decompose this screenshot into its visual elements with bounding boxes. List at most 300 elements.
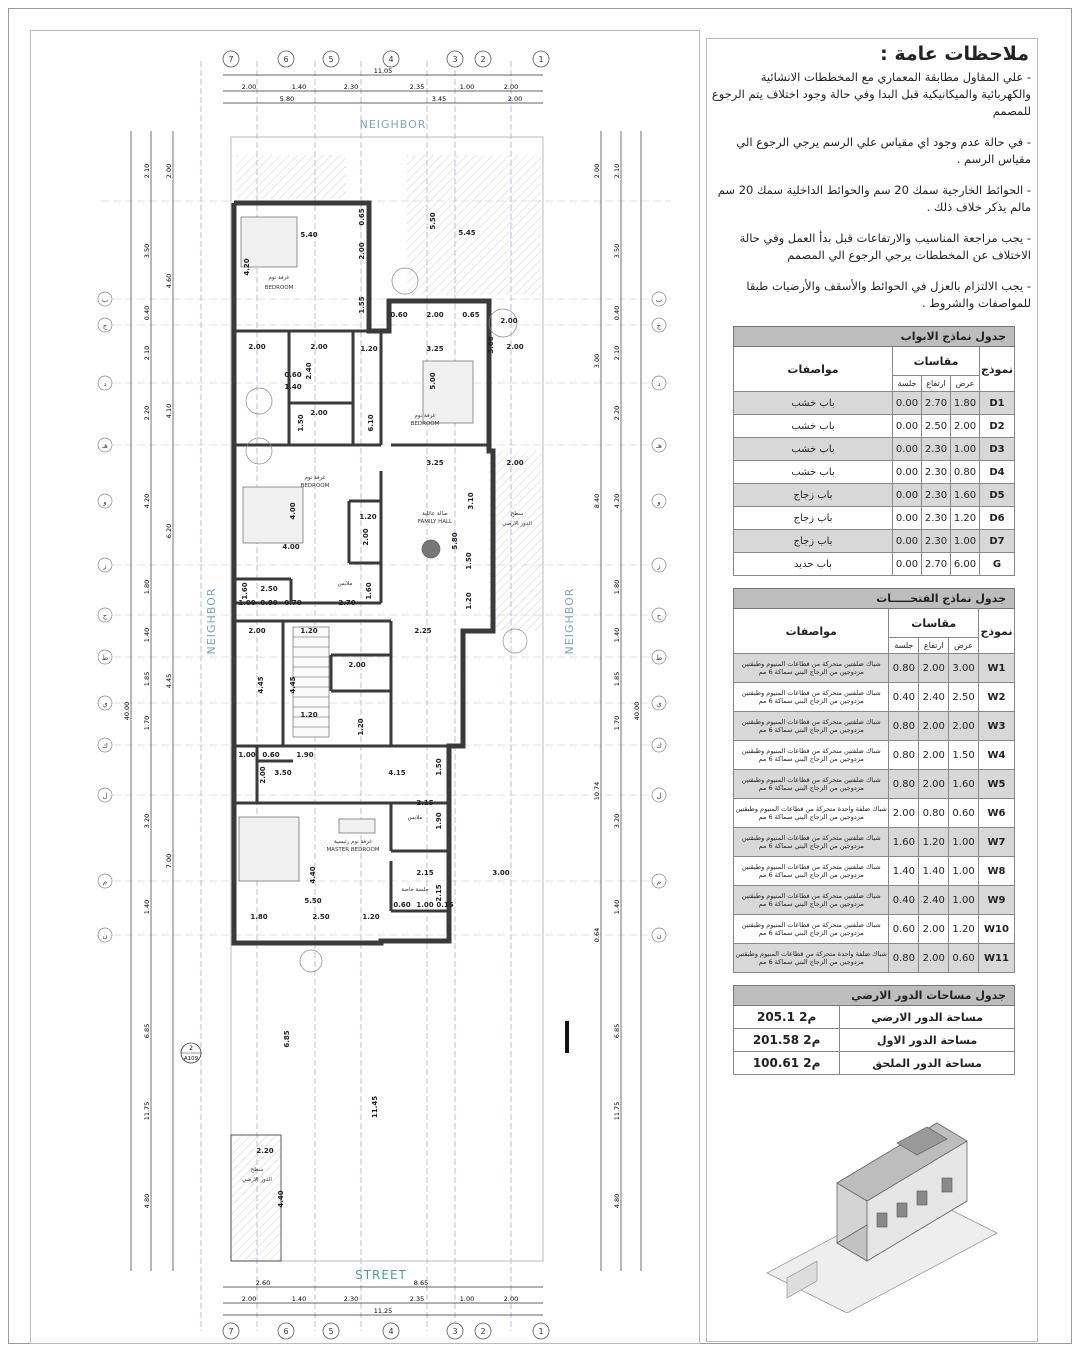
right-dimension: 1.85 (613, 671, 621, 687)
door-height-cell: 2.50 (922, 415, 951, 438)
door-model-cell: D4 (980, 461, 1015, 484)
top-dimension: 2.00 (241, 83, 257, 91)
table-row (734, 438, 1015, 461)
street-label: STREET (355, 1268, 407, 1282)
left-inner-dimension: 4.45 (165, 673, 173, 689)
left-dimension: 4.20 (143, 493, 151, 509)
door-width-cell: 1.00 (951, 530, 980, 553)
room-dimension: 4.40 (309, 866, 317, 884)
windows-header-height: ارتفاع (919, 638, 949, 654)
top-dimension: 1.40 (291, 83, 307, 91)
room-dimension: 1.20 (300, 627, 318, 635)
bedroom-1-label-ar: غرفة نوم (268, 275, 290, 281)
right-dimension: 3.20 (613, 813, 621, 829)
doors-header-dims: مقاسات (893, 347, 980, 376)
area-value-cell: 205.1 م2 (734, 1006, 840, 1029)
right-dimension: 6.85 (613, 1023, 621, 1039)
areas-table (733, 985, 1015, 1075)
door-spec-cell: باب خشب (734, 461, 893, 484)
left-dimension: 1.80 (143, 579, 151, 595)
room-dimension: 6.85 (283, 1030, 291, 1048)
window-model-cell: W5 (978, 770, 1014, 799)
room-dimension: 6.10 (367, 414, 375, 432)
grid-bubble-label: 5 (328, 55, 334, 64)
windows-table-title: جدول نماذج الفتحـــــات (734, 589, 1015, 609)
floor-plan (31, 31, 699, 1343)
top-dimension: 2.30 (343, 83, 359, 91)
top-dimension-row2: 2.00 (507, 95, 523, 103)
bottom-dimensions (242, 1279, 518, 1315)
left-dimension: 6.85 (143, 1023, 151, 1039)
left-dimension: 3.20 (143, 813, 151, 829)
right-inner-dimension: 0.64 (593, 927, 601, 943)
room-dimension: 2.15 (416, 869, 434, 877)
grid-bubble-label: 6 (283, 55, 289, 64)
yard-top-right (407, 155, 541, 295)
bottom-dimension: 2.00 (503, 1295, 519, 1303)
grid-bubble-label: 7 (228, 55, 234, 64)
table-row (734, 741, 1015, 770)
door-height-cell: 2.30 (922, 530, 951, 553)
grid-bubbles-bottom (223, 1323, 549, 1339)
room-dimension: 4.20 (243, 258, 251, 276)
doors-header-specs: مواصفات (734, 347, 893, 392)
area-label-cell: مساحة الدور الاول (840, 1029, 1015, 1052)
right-dimension: 1.40 (613, 627, 621, 643)
doors-header-width: عرض (951, 376, 980, 392)
door-width-cell: 1.20 (951, 507, 980, 530)
roof-label-2: الدور الارضي (502, 521, 532, 527)
notes-title: ملاحظات عامة : (880, 43, 1029, 65)
room-dimension: 0.60 (284, 371, 302, 379)
window-model-cell: W11 (978, 944, 1014, 973)
door-height-cell: 2.30 (922, 507, 951, 530)
yard-top-left (236, 155, 346, 199)
table-row (734, 461, 1015, 484)
window-model-cell: W7 (978, 828, 1014, 857)
right-dimension: 1.40 (613, 899, 621, 915)
top-dimension: 2.00 (503, 83, 519, 91)
doors-table-body (734, 392, 1015, 576)
door-width-cell: 1.80 (951, 392, 980, 415)
window-model-cell: W1 (978, 654, 1014, 683)
window-height-cell: 2.40 (919, 886, 949, 915)
window-width-cell: 1.00 (949, 886, 979, 915)
room-dimension: 2.70 (338, 599, 356, 607)
window-model-cell: W8 (978, 857, 1014, 886)
room-dimension: 3.25 (426, 345, 444, 353)
grid-row-label: ن (656, 932, 662, 940)
room-dimension: 3.00 (492, 869, 510, 877)
door-sill-cell: 0.00 (893, 461, 922, 484)
room-dimension: 1.90 (296, 751, 314, 759)
room-dimension: 2.20 (256, 1147, 274, 1155)
window-height-cell: 2.00 (919, 654, 949, 683)
table-row (734, 415, 1015, 438)
right-dimension: 1.70 (613, 715, 621, 731)
room-dimension: 0.65 (462, 311, 480, 319)
room-dimension: 2.15 (416, 799, 434, 807)
grid-bubbles-top (223, 51, 549, 67)
room-dimension: 4.00 (289, 502, 297, 520)
right-dimension: 4.20 (613, 493, 621, 509)
room-dimension: 3.00 (487, 336, 495, 354)
window-width-cell: 0.60 (949, 799, 979, 828)
room-dimension: 1.50 (297, 414, 305, 432)
right-inner-dimension: 2.00 (593, 163, 601, 179)
grid-bubble-label: 3 (452, 55, 458, 64)
table-row (734, 507, 1015, 530)
room-dimension: 5.80 (451, 532, 459, 550)
door-spec-cell: باب حديد (734, 553, 893, 576)
table-row (734, 915, 1015, 944)
right-inner-dimension: 40.00 (633, 701, 641, 721)
door-sill-cell: 0.00 (893, 438, 922, 461)
bottom-extra-dimension: 8.65 (413, 1279, 429, 1287)
room-dimension: 1.20 (359, 513, 377, 521)
window-sill-cell: 0.80 (889, 944, 919, 973)
window-sill-cell: 1.40 (889, 857, 919, 886)
left-dimension: 1.40 (143, 627, 151, 643)
window-height-cell: 0.80 (919, 799, 949, 828)
right-inner-dimension: 3.00 (593, 353, 601, 369)
right-dimension: 4.80 (613, 1193, 621, 1209)
grid-row-label: ج (656, 322, 662, 330)
grid-row-label: ي (656, 700, 662, 708)
notes-panel (706, 38, 1038, 1342)
window-model-cell: W4 (978, 741, 1014, 770)
grid-row-label: ب (655, 296, 663, 304)
windows-table-body (734, 654, 1015, 973)
grid-bubble-label: 4 (388, 1327, 394, 1336)
left-inner-dimension: 7.00 (165, 853, 173, 869)
right-inner-dimension: 8.40 (593, 493, 601, 509)
window-spec-cell: شباك ضلفتين متحركة من قطاعات المنيوم وطبقتين مزدوجين من الزجاج البني سماكة 6 مم (734, 828, 889, 857)
door-width-cell: 6.00 (951, 553, 980, 576)
grid-row-label: ز (657, 562, 661, 570)
room-dimension: 4.00 (282, 543, 300, 551)
top-dimension: 1.00 (459, 83, 475, 91)
right-dimension: 2.20 (613, 405, 621, 421)
grid-row-label: م (102, 878, 108, 886)
window-spec-cell: شباك ضلفة واحدة متحركة من قطاعات المنيوم وطبقتين مزدوجين من الزجاج البني سماكة 6 مم (734, 944, 889, 973)
window-sill-cell: 0.40 (889, 683, 919, 712)
table-row (734, 944, 1015, 973)
room-dimension: 1.40 (284, 383, 302, 391)
doors-header-model: نموذج (980, 347, 1015, 392)
room-dimension: 1.90 (435, 812, 443, 830)
bottom-extra-dimension: 2.60 (255, 1279, 271, 1287)
room-dimension: 2.00 (348, 661, 366, 669)
window-spec-cell: شباك ضلفتين متحركة من قطاعات المنيوم وطبقتين مزدوجين من الزجاج البني سماكة 6 مم (734, 683, 889, 712)
grid-row-label: و (657, 498, 661, 506)
window-height-cell: 2.40 (919, 683, 949, 712)
room-dimension: 5.40 (300, 231, 318, 239)
left-dimension: 1.85 (143, 671, 151, 687)
room-dimension: 1.20 (360, 345, 378, 353)
room-dimension: 2.00 (506, 343, 524, 351)
roof-label-1: سطح (510, 511, 524, 517)
door-width-cell: 1.60 (951, 484, 980, 507)
right-inner-dimension: 10.74 (593, 781, 601, 801)
area-label-cell: مساحة الدور الارضي (840, 1006, 1015, 1029)
left-dimension: 3.50 (143, 243, 151, 259)
room-dimension: 1.60 (241, 582, 249, 600)
master-bedroom-label-en: MASTER BEDROOM (326, 847, 380, 853)
window-spec-cell: شباك ضلفة واحدة متحركة من قطاعات المنيوم وطبقتين مزدوجين من الزجاج البني سماكة 6 مم (734, 799, 889, 828)
left-dimension: 2.20 (143, 405, 151, 421)
room-dimension: 3.50 (274, 769, 292, 777)
neighbor-top-label: NEIGHBOR (359, 118, 427, 131)
table-row (734, 770, 1015, 799)
closet-label: ملابس (337, 581, 353, 587)
right-dimensions (593, 164, 641, 1208)
door-width-cell: 0.80 (951, 461, 980, 484)
door-sill-cell: 0.00 (893, 484, 922, 507)
grid-bubble-label: 2 (480, 55, 486, 64)
grid-row-label: هـ (102, 442, 108, 450)
areas-table-body (734, 1006, 1015, 1075)
door-height-cell: 2.70 (922, 392, 951, 415)
floor-plan-frame (30, 30, 700, 1344)
right-dimension: 0.40 (613, 305, 621, 321)
room-dimension: 2.50 (260, 585, 278, 593)
window-spec-cell: شباك ضلفتين متحركة من قطاعات المنيوم وطبقتين مزدوجين من الزجاج البني سماكة 6 مم (734, 770, 889, 799)
bed-master (239, 817, 299, 881)
windows-header-model: نموذج (978, 609, 1014, 654)
window-spec-cell: شباك ضلفتين متحركة من قطاعات المنيوم وطبقتين مزدوجين من الزجاج البني سماكة 6 مم (734, 654, 889, 683)
grid-row-label: ج (102, 322, 108, 330)
doors-header-sill: جلسة (893, 376, 922, 392)
family-hall-table (422, 540, 440, 558)
left-inner-dimension: 2.00 (165, 163, 173, 179)
room-dimension: 2.40 (305, 362, 313, 380)
grid-row-label: ي (102, 700, 108, 708)
room-dimension: 1.50 (435, 758, 443, 776)
window-width-cell: 3.00 (949, 654, 979, 683)
grid-row-label: ك (656, 742, 662, 750)
table-row (734, 654, 1015, 683)
window-height-cell: 1.40 (919, 857, 949, 886)
area-label-cell: مساحة الدور الملحق (840, 1052, 1015, 1075)
room-dimension: 3.25 (426, 459, 444, 467)
window-width-cell: 1.50 (949, 741, 979, 770)
table-row (734, 857, 1015, 886)
table-row (734, 886, 1015, 915)
door-height-cell: 2.30 (922, 438, 951, 461)
windows-header-sill: جلسة (889, 638, 919, 654)
door-height-cell: 2.70 (922, 553, 951, 576)
window-width-cell: 1.20 (949, 915, 979, 944)
right-dimension: 1.80 (613, 579, 621, 595)
window-height-cell: 2.00 (919, 741, 949, 770)
right-dimension: 2.10 (613, 163, 621, 179)
door-model-cell: D1 (980, 392, 1015, 415)
window-model-cell: W6 (978, 799, 1014, 828)
window-spec-cell: شباك ضلفتين متحركة من قطاعات المنيوم وطبقتين مزدوجين من الزجاج البني سماكة 6 مم (734, 741, 889, 770)
sitting-label: جلسة خاصة (401, 887, 429, 893)
door-spec-cell: باب خشب (734, 438, 893, 461)
left-inner-dimension: 6.20 (165, 523, 173, 539)
room-dimension: 2.25 (414, 627, 432, 635)
grid-row-label: و (103, 498, 107, 506)
window-spec-cell: شباك ضلفتين متحركة من قطاعات المنيوم وطبقتين مزدوجين من الزجاج البني سماكة 6 مم (734, 857, 889, 886)
door-model-cell: D6 (980, 507, 1015, 530)
room-dimension: 4.45 (289, 676, 297, 694)
window-model-cell: W10 (978, 915, 1014, 944)
areas-table-title: جدول مساحات الدور الارضي (734, 986, 1015, 1006)
room-dimension: 0.70 (284, 599, 302, 607)
room-dimension: 2.15 (435, 884, 443, 902)
room-dimension: 5.50 (429, 212, 437, 230)
grid-row-label: هـ (656, 442, 662, 450)
grid-bubble-label: 3 (452, 1327, 458, 1336)
bathroom-fixture (339, 819, 375, 833)
roof-lower-label-2: الدور الارضي (242, 1177, 272, 1183)
room-dimension: 1.00 (238, 599, 256, 607)
top-dimension-row2: 3.45 (431, 95, 447, 103)
window-sill-cell: 2.00 (889, 799, 919, 828)
master-bedroom-label-ar: غرفة نوم رئيسية (333, 839, 373, 845)
door-model-cell: D3 (980, 438, 1015, 461)
tree-icon (503, 629, 527, 653)
top-dimension: 2.35 (409, 83, 425, 91)
bottom-total-dimension: 11.25 (373, 1307, 393, 1315)
room-dimension: 0.60 (390, 311, 408, 319)
table-row (734, 530, 1015, 553)
table-row (734, 1052, 1015, 1075)
room-dimension: 5.00 (429, 372, 437, 390)
room-dimension: 2.00 (248, 343, 266, 351)
window-spec-cell: شباك ضلفتين متحركة من قطاعات المنيوم وطبقتين مزدوجين من الزجاج البني سماكة 6 مم (734, 886, 889, 915)
section-ref-sheet: A109 (183, 1056, 199, 1062)
grid-bubble-label: 5 (328, 1327, 334, 1336)
bottom-dimension: 2.00 (241, 1295, 257, 1303)
tree-icon (246, 438, 272, 464)
room-dimension: 2.00 (362, 528, 370, 546)
door-sill-cell: 0.00 (893, 553, 922, 576)
top-dimensions (242, 67, 522, 103)
window-sill-cell: 0.80 (889, 654, 919, 683)
door-model-cell: D7 (980, 530, 1015, 553)
grid-row-label: ل (102, 792, 108, 800)
window-height-cell: 2.00 (919, 915, 949, 944)
grid-row-label: ح (102, 612, 108, 620)
grid-bubble-label: 6 (283, 1327, 289, 1336)
door-sill-cell: 0.00 (893, 415, 922, 438)
family-hall-label-ar: صالة عائلية (422, 511, 448, 517)
left-dimension: 2.10 (143, 163, 151, 179)
right-dimension: 2.10 (613, 345, 621, 361)
room-dimension: 1.55 (358, 296, 366, 314)
tree-icon (246, 388, 272, 414)
room-dimension: 2.00 (310, 409, 328, 417)
window-width-cell: 0.60 (949, 944, 979, 973)
tree-icon (300, 950, 322, 972)
left-dimension: 1.70 (143, 715, 151, 731)
room-dimension: 0.80 (260, 599, 278, 607)
grid-bubble-label: 1 (538, 1327, 544, 1336)
grid-row-label: ك (102, 742, 108, 750)
bottom-dimension: 1.40 (291, 1295, 307, 1303)
doors-header-height: ارتفاع (922, 376, 951, 392)
door-width-cell: 2.00 (951, 415, 980, 438)
left-dimension: 2.10 (143, 345, 151, 361)
window-width-cell: 1.00 (949, 828, 979, 857)
room-dimension: 2.00 (310, 343, 328, 351)
grid-row-label: ح (656, 612, 662, 620)
door-spec-cell: باب زجاج (734, 507, 893, 530)
window-sill-cell: 0.80 (889, 770, 919, 799)
room-dimension: 2.00 (248, 627, 266, 635)
bedroom-2-label-en: BEDROOM (410, 421, 440, 427)
bedroom-2-label-ar: غرفة نوم (414, 413, 436, 419)
window-spec-cell: شباك ضلفتين متحركة من قطاعات المنيوم وطبقتين مزدوجين من الزجاج البني سماكة 6 مم (734, 712, 889, 741)
room-dimension: 11.45 (371, 1095, 379, 1119)
left-dimension: 1.40 (143, 899, 151, 915)
right-dimension: 3.50 (613, 243, 621, 259)
bottom-dimension: 1.00 (459, 1295, 475, 1303)
window-sill-cell: 0.80 (889, 741, 919, 770)
left-dimension: 11.75 (143, 1101, 151, 1121)
grid-row-label: ز (103, 562, 107, 570)
door-model-cell: G (980, 553, 1015, 576)
door-width-cell: 1.00 (951, 438, 980, 461)
family-hall-label-en: FAMILY HALL (417, 519, 453, 525)
table-row (734, 392, 1015, 415)
closet-2-label: ملابس (407, 815, 423, 821)
table-row (734, 484, 1015, 507)
window-model-cell: W9 (978, 886, 1014, 915)
room-dimension: 1.60 (365, 582, 373, 600)
room-dimension: 2.00 (506, 459, 524, 467)
room-dimension: 4.40 (277, 1190, 285, 1208)
room-dimension: 2.00 (500, 317, 518, 325)
room-dimension: 1.20 (465, 592, 473, 610)
room-dimension: 0.65 (358, 208, 366, 226)
left-inner-dimension: 40.00 (123, 701, 131, 721)
window-height-cell: 2.00 (919, 944, 949, 973)
room-dimension: 3.10 (467, 492, 475, 510)
room-dimension: 0.60 (262, 751, 280, 759)
doors-table-title: جدول نماذج الابواب (734, 327, 1015, 347)
room-dimension: 4.45 (257, 676, 265, 694)
windows-header-dims: مقاسات (889, 609, 979, 638)
door-spec-cell: باب زجاج (734, 530, 893, 553)
window-height-cell: 1.20 (919, 828, 949, 857)
windows-header-specs: مواصفات (734, 609, 889, 654)
note-item: - في حالة عدم وجود اي مقياس علي الرسم يرجي الرجوع الي مقياس الرسم . (736, 135, 1031, 166)
top-dimension-row2: 5.80 (279, 95, 295, 103)
room-dimension: 4.15 (388, 769, 406, 777)
grid-bubbles-right (652, 292, 666, 942)
table-row (734, 1029, 1015, 1052)
room-dimension: 1.20 (362, 913, 380, 921)
left-inner-dimension: 4.60 (165, 273, 173, 289)
table-row (734, 1006, 1015, 1029)
bedroom-1-label-en: BEDROOM (264, 285, 294, 291)
windows-table (733, 588, 1015, 973)
table-row (734, 683, 1015, 712)
door-sill-cell: 0.00 (893, 507, 922, 530)
window-width-cell: 2.50 (949, 683, 979, 712)
room-dimension: 1.50 (465, 552, 473, 570)
room-dimension: 1.20 (357, 718, 365, 736)
room-dimension: 2.50 (312, 913, 330, 921)
grid-bubbles-left (98, 292, 112, 942)
window-width-cell: 1.00 (949, 857, 979, 886)
room-dimension: 0.60 (393, 901, 411, 909)
